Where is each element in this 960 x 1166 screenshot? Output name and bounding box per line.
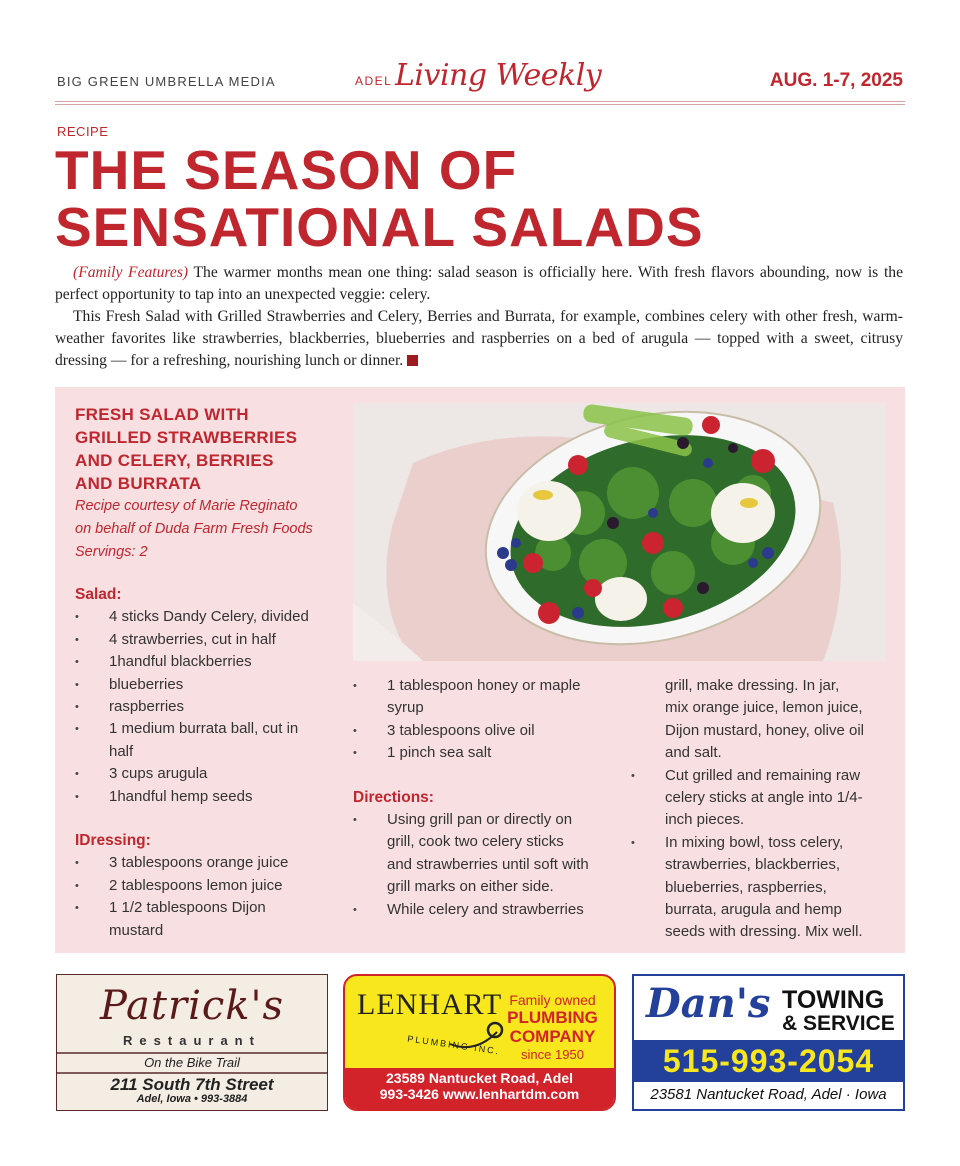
ingredient-item: • blueberries: [75, 674, 345, 696]
patricks-address: 211 South 7th Street: [110, 1075, 274, 1094]
recipe-column-2: [353, 675, 613, 921]
lenhart-since: since 1950: [521, 1047, 584, 1062]
lenhart-logo-sub: PLUMBING INC.: [406, 1033, 501, 1057]
salad-heading: Salad:: [75, 586, 122, 603]
recipe-title-line: AND CELERY, BERRIES: [75, 451, 274, 470]
ingredient-item: • 1 tablespoon honey or maple syrup: [353, 675, 587, 720]
ingredient-item: • 3 cups arugula: [75, 763, 345, 785]
ingredient-item: • 4 strawberries, cut in half: [75, 629, 345, 651]
servings: Servings: 2: [75, 544, 148, 560]
ingredient-item: • 1 medium burrata ball, cut in half: [75, 718, 319, 763]
intro-paragraph-2: [55, 306, 903, 372]
section-kicker: RECIPE: [57, 124, 109, 139]
dressing-ingredients-continued: [353, 675, 613, 765]
direction-step: • While celery and strawberries: [353, 899, 613, 921]
ingredient-item: • 2 tablespoons lemon juice: [75, 875, 345, 897]
intro-paragraph-1: [55, 262, 903, 306]
masthead-prefix: ADEL: [355, 74, 393, 88]
credit-line: Recipe courtesy of Marie Reginato: [75, 498, 298, 514]
recipe-title-line: FRESH SALAD WITH: [75, 405, 249, 424]
lenhart-family: Family owned: [509, 992, 596, 1008]
dans-towing-ad[interactable]: [632, 974, 905, 1111]
header-divider-secondary: [55, 104, 905, 105]
recipe-column-3: [631, 675, 891, 944]
patricks-name: Patrick's: [99, 983, 285, 1029]
recipe-title: [75, 403, 345, 495]
ingredient-item: • 1handful blackberries: [75, 651, 345, 673]
headline-line-1: THE SEASON OF: [55, 139, 518, 201]
directions-list: [353, 809, 613, 921]
patricks-city-phone: Adel, Iowa • 993-3884: [136, 1093, 248, 1105]
ingredient-item: • 4 sticks Dandy Celery, divided: [75, 606, 345, 628]
direction-step: • Using grill pan or directly on grill, cook two celery sticks and strawberries until soft with grill marks on either side.: [353, 809, 592, 899]
lenhart-ad[interactable]: [343, 974, 616, 1111]
dans-phone: 515-993-2054: [662, 1043, 875, 1079]
direction-step: • Cut grilled and remaining raw celery sticks at angle into 1/4-inch pieces.: [631, 765, 865, 832]
ingredient-item: • 3 tablespoons olive oil: [353, 720, 613, 742]
ingredient-item: • 1 1/2 tablespoons Dijon mustard: [75, 897, 299, 942]
lenhart-address: 23589 Nantucket Road, Adel: [386, 1070, 573, 1086]
headline-line-2: SENSATIONAL SALADS: [55, 196, 704, 258]
salad-ingredients: [75, 606, 345, 808]
publisher-name: BIG GREEN UMBRELLA MEDIA: [57, 74, 276, 89]
intro-paragraph-2-text: This Fresh Salad with Grilled Strawberries and Celery, Berries and Burrata, for example, combines celery with other fresh, warm-weather favorites like strawberries, blackberries, blueberries and raspberries on a bed of arugula — topped with a sweet, citrusy dressing — for a refreshing, nourishing lunch or dinner.: [55, 308, 903, 369]
masthead-title: Living Weekly: [395, 58, 602, 93]
dans-service: & SERVICE: [782, 1012, 895, 1035]
issue-date: AUG. 1-7, 2025: [769, 70, 903, 91]
direction-step: • In mixing bowl, toss celery, strawberries, blackberries, blueberries, raspberries, burrata, arugula and hemp seeds with dressing. Mix well.: [631, 832, 880, 944]
article-intro: [55, 262, 903, 372]
recipe-title-line: GRILLED STRAWBERRIES: [75, 428, 298, 447]
end-mark: [407, 355, 418, 366]
dressing-ingredients: [75, 852, 345, 942]
directions-heading: Directions:: [353, 788, 434, 806]
lenhart-phone-web: 993-3426 www.lenhartdm.com: [379, 1086, 580, 1102]
headline: [55, 139, 915, 258]
patricks-tagline: On the Bike Trail: [144, 1055, 240, 1070]
ingredient-item: • 1 pinch sea salt: [353, 742, 613, 764]
dans-address: 23581 Nantucket Road, Adel · Iowa: [650, 1086, 887, 1103]
dans-phone-band: [634, 1040, 903, 1082]
dans-name: Dan's: [646, 980, 771, 1027]
salad-photo: [353, 403, 885, 661]
credit-line: on behalf of Duda Farm Fresh Foods: [75, 521, 313, 537]
ingredient-item: • 1handful hemp seeds: [75, 786, 345, 808]
ingredient-item: • 3 tablespoons orange juice: [75, 852, 345, 874]
lenhart-logo-name: LENHART: [357, 988, 503, 1021]
directions-list-continued: [631, 675, 891, 944]
lenhart-company: COMPANY: [509, 1027, 596, 1046]
dressing-heading: IDressing:: [75, 832, 151, 850]
salad-illustration: [353, 403, 885, 661]
lenhart-footer: [345, 1068, 614, 1109]
recipe-credit: [75, 495, 355, 564]
header-divider: [55, 101, 905, 102]
dans-towing: TOWING: [782, 986, 885, 1014]
recipe-column-1: [75, 584, 345, 942]
patricks-ad[interactable]: [56, 974, 328, 1111]
lenhart-plumbing: PLUMBING: [507, 1008, 598, 1027]
direction-step-continued: grill, make dressing. In jar, mix orange juice, lemon juice, Dijon mustard, honey, olive oil and salt.: [665, 677, 864, 762]
ingredient-item: • raspberries: [75, 696, 345, 718]
source-credit: (Family Features): [73, 264, 189, 281]
patricks-subtitle: Restaurant: [123, 1033, 261, 1048]
masthead-logo: [355, 58, 602, 100]
intro-paragraph-1-text: The warmer months mean one thing: salad season is officially here. With fresh flavors abounding, now is the perfect opportunity to tap into an unexpected veggie: celery.: [55, 264, 903, 303]
recipe-title-line: AND BURRATA: [75, 474, 202, 493]
